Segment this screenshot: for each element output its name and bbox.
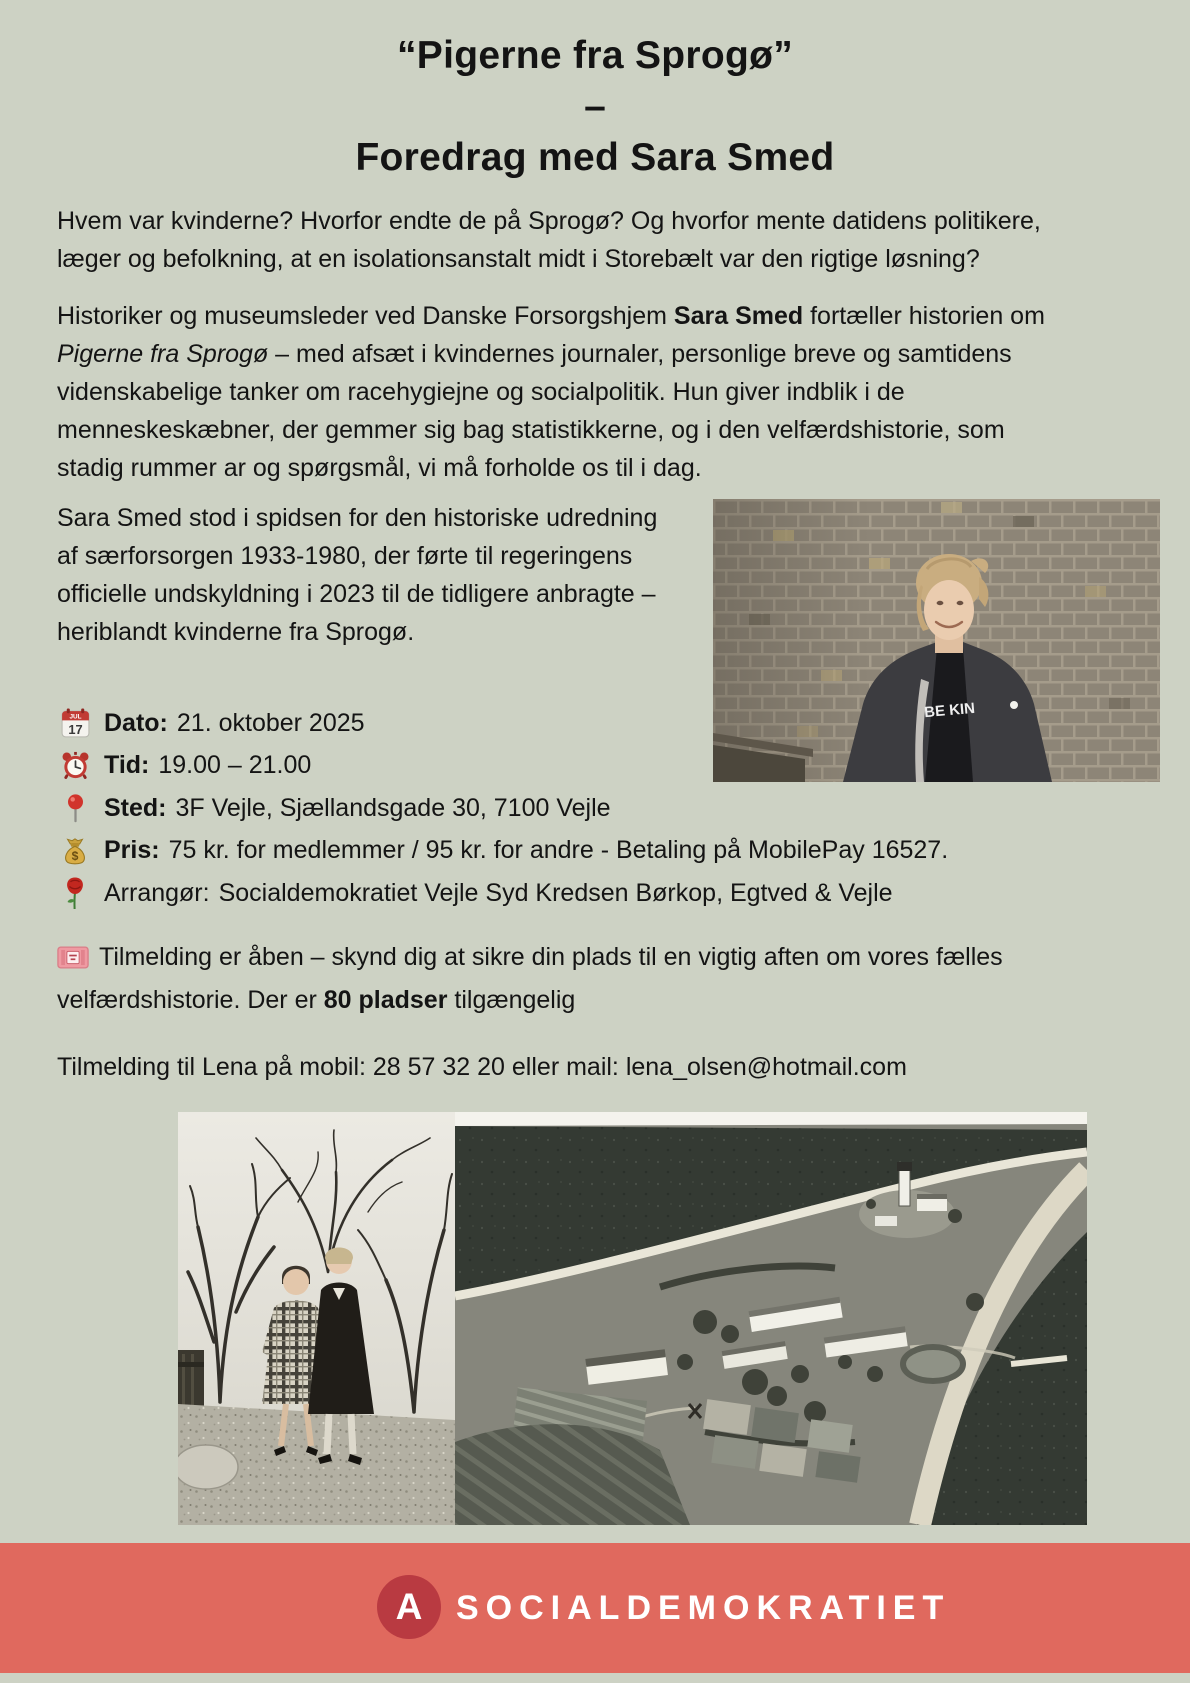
historical-photo-two-women: [178, 1112, 455, 1525]
rock: [178, 1445, 238, 1489]
detail-row-sted: [57, 787, 948, 830]
detail-label: Pris:: [104, 836, 160, 865]
page-title: “Pigerne fra Sprogø”: [396, 34, 794, 77]
detail-row-arrangor: [57, 872, 948, 915]
detail-value: Socialdemokratiet Vejle Syd Kredsen Børkop, Egtved & Vejle: [218, 878, 893, 907]
party-footer-band: [0, 1543, 1190, 1673]
pushpin-icon: [57, 793, 93, 823]
detail-value: 75 kr. for medlemmer / 95 kr. for andre - Betaling på MobilePay 16527.: [168, 836, 949, 865]
detail-label: Tid:: [104, 751, 150, 780]
contact-line: Tilmelding til Lena på mobil: 28 57 32 20 eller mail: lena_olsen@hotmail.com: [57, 1053, 907, 1081]
registration-text-run: tilgængelig: [447, 986, 576, 1014]
event-details-list: [57, 702, 948, 915]
lecture-title: Pigerne fra Sprogø: [57, 340, 269, 368]
socialdemokratiet-logo-icon: [377, 1575, 441, 1639]
speaker-name: Sara Smed: [673, 302, 804, 330]
ticket-icon: [57, 943, 89, 981]
about-text-run: fortæller historien om: [803, 302, 1045, 330]
aerial-photo-sprogo: [455, 1112, 1087, 1525]
about-text-run: – med afsæt i kvindernes journaler, personlige breve og samtidens videnskabelige tanker om racehygiejne og socialpolitik. Hun giver indblik i de menneskeskæbner, der gemmer sig bag statistikkerne, og i den velfærdshistorie, som stadig rummer ar og spørgsmål, vi må forholde os til i dag.: [57, 340, 1012, 482]
two-women-illustration: [178, 1112, 455, 1525]
page-subtitle: Foredrag med Sara Smed: [355, 136, 835, 179]
logo-letter: A: [395, 1586, 423, 1627]
svg-text:$: $: [71, 848, 79, 863]
svg-text:17: 17: [67, 721, 83, 737]
flyer-header: [0, 30, 1190, 183]
calendar-icon: [57, 707, 93, 740]
detail-label: Dato:: [104, 708, 168, 737]
svg-text:JUL: JUL: [68, 713, 82, 721]
speaker-background-paragraph: Sara Smed stod i spidsen for den historiske udredning af særforsorgen 1933-1980, der førte til regeringens officielle undskyldning i 2023 til de tidligere anbragte – heriblandt kvinderne fra Sprogø.: [57, 504, 658, 646]
detail-row-tid: [57, 745, 948, 788]
detail-value: 3F Vejle, Sjællandsgade 30, 7100 Vejle: [175, 793, 611, 822]
registration-paragraph: [57, 938, 1073, 1019]
sprogo-island-illustration: [455, 1112, 1087, 1525]
title-separator: –: [584, 85, 606, 128]
detail-value: 19.00 – 21.00: [158, 751, 312, 780]
intro-paragraph: Hvem var kvinderne? Hvorfor endte de på Sprogø? Og hvorfor mente datidens politikere, læger og befolkning, at en isolationsanstalt midt i Storebælt var den rigtige løsning?: [57, 207, 1041, 273]
seats-available: 80 pladser: [323, 986, 448, 1014]
money-bag-icon: [57, 836, 93, 866]
rose-icon: [57, 876, 93, 910]
about-speaker-paragraph: [57, 297, 1073, 487]
oval-garden: [903, 1347, 963, 1381]
shirt-text: BE KIN: [923, 699, 976, 722]
registration-text-run: Tilmelding er åben – skynd dig at sikre din plads til en vigtig aften om vores fælles velfærdshistorie. Der er: [57, 943, 1003, 1014]
detail-row-pris: [57, 830, 948, 873]
detail-value: 21. oktober 2025: [176, 708, 365, 737]
about-text-run: Historiker og museumsleder ved Danske Forsorgshjem: [57, 302, 674, 330]
alarm-clock-icon: [57, 750, 93, 781]
party-wordmark: SOCIALDEMOKRATIET: [456, 1588, 951, 1627]
detail-row-dato: [57, 702, 948, 745]
detail-label: Arrangør:: [104, 878, 210, 907]
detail-label: Sted:: [104, 793, 167, 822]
